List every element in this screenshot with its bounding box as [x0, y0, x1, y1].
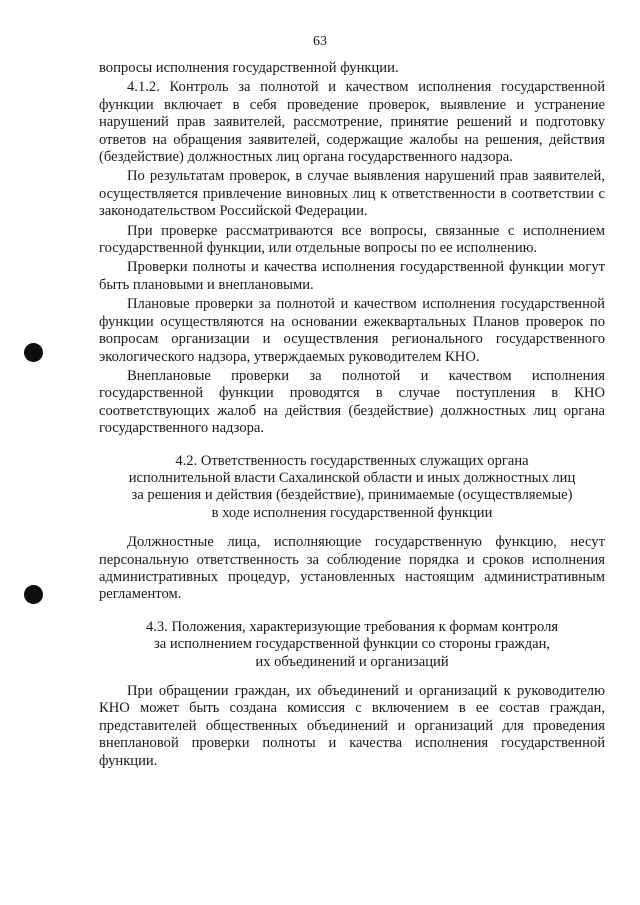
paragraph-inspection-types: Проверки полноты и качества исполнения государственной функции могут быть плановыми и внеплановыми.	[99, 259, 605, 293]
paragraph-citizen-control: При обращении граждан, их объединений и организаций к руководителю КНО может быть создана комиссия с включением в ее состав граждан, представителей общественных объединений и организаций для проведения внеплановой проверки полноты и качества исполнения государственной функции.	[99, 683, 605, 769]
heading-line: в ходе исполнения государственной функции	[211, 504, 493, 521]
punch-hole-top	[24, 343, 43, 362]
paragraph-responsibility: Должностные лица, исполняющие государственную функцию, несут персональную ответственность за соблюдение порядка и сроков исполнения административных процедур, установленных настоящим административным регламентом.	[99, 534, 605, 603]
heading-line: за исполнением государственной функции со стороны граждан,	[153, 636, 551, 653]
paragraph-inspection-scope: При проверке рассматриваются все вопросы, связанные с исполнением государственной функции, или отдельные вопросы по ее исполнению.	[99, 222, 605, 257]
document-body	[99, 60, 605, 772]
heading-line: их объединений и организаций	[255, 653, 449, 670]
heading-line: 4.3. Положения, характеризующие требования к формам контроля	[145, 618, 559, 635]
paragraph-planned-inspections: Плановые проверки за полнотой и качеством исполнения государственной функции осуществляются на основании ежеквартальных Планов проверок по вопросам организации и осуществления регионального государственного экологического надзора, утверждаемых руководителем КНО.	[99, 296, 605, 365]
paragraph-inspection-results: По результатам проверок, в случае выявления нарушений прав заявителей, осуществляется привлечение виновных лиц к ответственности в соответствии с законодательством Российской Федерации.	[99, 168, 605, 220]
section-heading-4-3	[99, 619, 605, 671]
heading-line: 4.2. Ответственность государственных служащих органа	[175, 452, 529, 469]
page-number: 63	[313, 34, 327, 49]
punch-hole-bottom	[24, 585, 43, 604]
paragraph-unplanned-inspections: Внеплановые проверки за полнотой и качеством исполнения государственной функции проводятся в случае поступления в КНО соответствующих жалоб на действия (бездействие) должностных лиц органа государственного надзора.	[99, 367, 605, 437]
heading-line: за решения и действия (бездействие), принимаемые (осуществляемые)	[131, 487, 573, 504]
paragraph-continuation: вопросы исполнения государственной функции.	[99, 60, 399, 76]
heading-line: исполнительной власти Сахалинской области и иных должностных лиц	[128, 469, 576, 486]
paragraph-4-1-2: 4.1.2. Контроль за полнотой и качеством исполнения государственной функции включает в себя проведение проверок, выявление и устранение нарушений прав заявителей, рассмотрение, принятие решений и подготовку ответов на обращения заявителей, содержащие жалобы на решения, действия (бездействие) должностных лиц органа государственного надзора.	[99, 79, 605, 166]
section-heading-4-2	[99, 453, 605, 523]
